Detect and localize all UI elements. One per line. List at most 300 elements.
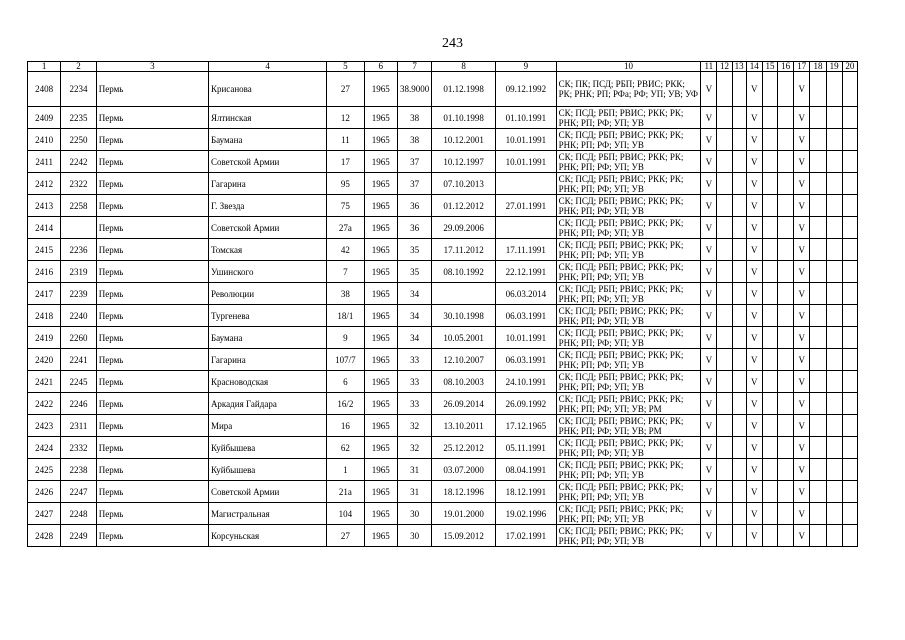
mark-col-18 [810,525,826,547]
column-header-14: 14 [746,62,762,72]
mark-col-13 [732,503,746,525]
year-cell: 1965 [364,305,397,327]
record-id: 2311 [61,415,96,437]
year-cell: 1965 [364,371,397,393]
date-1-cell: 25.12.2012 [432,437,496,459]
city-cell: Пермь [96,173,208,195]
mark-col-20 [842,327,857,349]
mark-col-14: V [746,107,762,129]
mark-col-12 [717,261,732,283]
table-row [28,195,858,217]
mark-col-13 [732,393,746,415]
date-2-cell: 10.01.1991 [496,327,557,349]
house-number-cell: 42 [327,239,364,261]
date-2-cell: 06.03.1991 [496,349,557,371]
mark-col-18 [810,129,826,151]
wear-cell: 38 [397,129,431,151]
mark-col-20 [842,283,857,305]
mark-col-14: V [746,393,762,415]
mark-col-19 [826,107,842,129]
mark-col-18 [810,107,826,129]
year-cell: 1965 [364,239,397,261]
date-1-cell: 12.10.2007 [432,349,496,371]
mark-col-17: V [794,151,810,173]
mark-col-19 [826,283,842,305]
mark-col-14: V [746,72,762,107]
table-row [28,173,858,195]
mark-col-17: V [794,503,810,525]
year-cell: 1965 [364,481,397,503]
year-cell: 1965 [364,437,397,459]
mark-col-12 [717,283,732,305]
mark-col-20 [842,503,857,525]
wear-cell: 32 [397,437,431,459]
table-row [28,305,858,327]
column-header-18: 18 [810,62,826,72]
mark-col-17: V [794,305,810,327]
mark-col-13 [732,151,746,173]
date-2-cell [496,217,557,239]
mark-col-17: V [794,525,810,547]
works-codes-cell: СК; ПСД; РБП; РВИС; РКК; РК; РНК; РП; РФ; УП; УВ [556,107,701,129]
mark-col-12 [717,459,732,481]
column-header-6: 6 [364,62,397,72]
mark-col-15 [762,151,777,173]
mark-col-13 [732,481,746,503]
mark-col-12 [717,481,732,503]
column-header-1: 1 [28,62,61,72]
mark-col-19 [826,151,842,173]
mark-col-19 [826,217,842,239]
mark-col-18 [810,283,826,305]
mark-col-20 [842,173,857,195]
row-number: 2417 [28,283,61,305]
mark-col-14: V [746,349,762,371]
record-id: 2234 [61,72,96,107]
mark-col-13 [732,305,746,327]
table-row [28,327,858,349]
column-header-11: 11 [701,62,717,72]
mark-col-16 [778,173,794,195]
wear-cell: 37 [397,151,431,173]
year-cell: 1965 [364,261,397,283]
date-1-cell: 10.05.2001 [432,327,496,349]
mark-col-20 [842,349,857,371]
row-number: 2412 [28,173,61,195]
column-header-3: 3 [96,62,208,72]
wear-cell: 30 [397,525,431,547]
row-number: 2423 [28,415,61,437]
mark-col-16 [778,481,794,503]
mark-col-17: V [794,393,810,415]
house-number-cell: 107/7 [327,349,364,371]
row-number: 2416 [28,261,61,283]
column-header-15: 15 [762,62,777,72]
page-number: 243 [442,36,463,51]
mark-col-11: V [701,217,717,239]
mark-col-16 [778,437,794,459]
year-cell: 1965 [364,173,397,195]
mark-col-19 [826,481,842,503]
city-cell: Пермь [96,261,208,283]
table-row [28,217,858,239]
mark-col-12 [717,525,732,547]
date-2-cell: 10.01.1991 [496,151,557,173]
mark-col-11: V [701,283,717,305]
city-cell: Пермь [96,415,208,437]
table-row [28,459,858,481]
year-cell: 1965 [364,525,397,547]
mark-col-18 [810,437,826,459]
mark-col-16 [778,107,794,129]
mark-col-18 [810,173,826,195]
mark-col-20 [842,129,857,151]
mark-col-19 [826,239,842,261]
mark-col-19 [826,129,842,151]
mark-col-19 [826,393,842,415]
mark-col-14: V [746,525,762,547]
street-cell: Куйбышева [208,437,326,459]
date-1-cell: 08.10.1992 [432,261,496,283]
table-row [28,503,858,525]
mark-col-18 [810,371,826,393]
wear-cell: 32 [397,415,431,437]
record-id: 2248 [61,503,96,525]
year-cell: 1965 [364,459,397,481]
mark-col-15 [762,283,777,305]
mark-col-14: V [746,217,762,239]
mark-col-14: V [746,239,762,261]
mark-col-20 [842,371,857,393]
mark-col-11: V [701,305,717,327]
works-codes-cell: СК; ПСД; РБП; РВИС; РКК; РК; РНК; РП; РФ; УП; УВ [556,283,701,305]
mark-col-12 [717,151,732,173]
works-codes-cell: СК; ПСД; РБП; РВИС; РКК; РК; РНК; РП; РФ; УП; УВ [556,129,701,151]
column-header-8: 8 [432,62,496,72]
mark-col-17: V [794,415,810,437]
mark-col-11: V [701,525,717,547]
date-2-cell: 10.01.1991 [496,129,557,151]
mark-col-18 [810,72,826,107]
table-row [28,151,858,173]
date-1-cell [432,283,496,305]
mark-col-20 [842,305,857,327]
column-header-12: 12 [717,62,732,72]
mark-col-17: V [794,283,810,305]
row-number: 2418 [28,305,61,327]
row-number: 2414 [28,217,61,239]
city-cell: Пермь [96,481,208,503]
row-number: 2419 [28,327,61,349]
mark-col-20 [842,393,857,415]
wear-cell: 38.9000 [397,72,431,107]
mark-col-19 [826,305,842,327]
mark-col-16 [778,261,794,283]
mark-col-15 [762,371,777,393]
house-number-cell: 62 [327,437,364,459]
mark-col-20 [842,239,857,261]
mark-col-17: V [794,72,810,107]
mark-col-19 [826,415,842,437]
record-id: 2236 [61,239,96,261]
column-header-2: 2 [61,62,96,72]
mark-col-20 [842,151,857,173]
street-cell: Ушинского [208,261,326,283]
mark-col-16 [778,503,794,525]
record-id: 2238 [61,459,96,481]
row-number: 2413 [28,195,61,217]
street-cell: Гагарина [208,349,326,371]
mark-col-15 [762,459,777,481]
mark-col-11: V [701,151,717,173]
mark-col-20 [842,72,857,107]
row-number: 2427 [28,503,61,525]
mark-col-15 [762,393,777,415]
works-codes-cell: СК; ПСД; РБП; РВИС; РКК; РК; РНК; РП; РФ; УП; УВ [556,459,701,481]
mark-col-15 [762,261,777,283]
date-1-cell: 03.07.2000 [432,459,496,481]
mark-col-12 [717,371,732,393]
date-1-cell: 10.12.1997 [432,151,496,173]
mark-col-20 [842,481,857,503]
date-2-cell: 17.02.1991 [496,525,557,547]
mark-col-15 [762,129,777,151]
works-codes-cell: СК; ПСД; РБП; РВИС; РКК; РК; РНК; РП; РФ; УП; УВ; РМ [556,393,701,415]
date-2-cell: 01.10.1991 [496,107,557,129]
mark-col-15 [762,415,777,437]
column-header-10: 10 [556,62,701,72]
column-header-4: 4 [208,62,326,72]
mark-col-14: V [746,327,762,349]
street-cell: Томская [208,239,326,261]
works-codes-cell: СК; ПСД; РБП; РВИС; РКК; РК; РНК; РП; РФ; УП; УВ [556,525,701,547]
mark-col-13 [732,173,746,195]
record-id: 2241 [61,349,96,371]
mark-col-12 [717,217,732,239]
mark-col-13 [732,327,746,349]
year-cell: 1965 [364,217,397,239]
date-1-cell: 07.10.2013 [432,173,496,195]
date-1-cell: 15.09.2012 [432,525,496,547]
mark-col-16 [778,393,794,415]
date-1-cell: 13.10.2011 [432,415,496,437]
mark-col-19 [826,437,842,459]
column-header-17: 17 [794,62,810,72]
street-cell: Советской Армии [208,151,326,173]
house-number-cell: 27 [327,525,364,547]
mark-col-11: V [701,239,717,261]
house-number-cell: 16/2 [327,393,364,415]
year-cell: 1965 [364,72,397,107]
table-row [28,129,858,151]
mark-col-14: V [746,195,762,217]
row-number: 2410 [28,129,61,151]
mark-col-17: V [794,217,810,239]
mark-col-20 [842,195,857,217]
mark-col-19 [826,349,842,371]
mark-col-11: V [701,371,717,393]
mark-col-17: V [794,437,810,459]
row-number: 2411 [28,151,61,173]
date-1-cell: 10.12.2001 [432,129,496,151]
mark-col-11: V [701,173,717,195]
mark-col-18 [810,195,826,217]
mark-col-17: V [794,239,810,261]
wear-cell: 33 [397,393,431,415]
city-cell: Пермь [96,239,208,261]
mark-col-13 [732,261,746,283]
mark-col-20 [842,459,857,481]
mark-col-18 [810,415,826,437]
date-2-cell: 06.03.1991 [496,305,557,327]
mark-col-16 [778,349,794,371]
mark-col-16 [778,239,794,261]
row-number: 2415 [28,239,61,261]
works-codes-cell: СК; ПСД; РБП; РВИС; РКК; РК; РНК; РП; РФ; УП; УВ [556,437,701,459]
mark-col-16 [778,371,794,393]
mark-col-13 [732,129,746,151]
mark-col-18 [810,327,826,349]
street-cell: Баумана [208,129,326,151]
year-cell: 1965 [364,393,397,415]
column-header-13: 13 [732,62,746,72]
row-number: 2420 [28,349,61,371]
mark-col-13 [732,349,746,371]
house-number-cell: 75 [327,195,364,217]
date-1-cell: 30.10.1998 [432,305,496,327]
works-codes-cell: СК; ПСД; РБП; РВИС; РКК; РК; РНК; РП; РФ; УП; УВ [556,371,701,393]
date-2-cell: 08.04.1991 [496,459,557,481]
row-number: 2426 [28,481,61,503]
house-number-cell: 27 [327,72,364,107]
mark-col-12 [717,393,732,415]
wear-cell: 36 [397,217,431,239]
house-number-cell: 27а [327,217,364,239]
column-header-16: 16 [778,62,794,72]
table-row [28,239,858,261]
mark-col-15 [762,327,777,349]
record-id: 2260 [61,327,96,349]
date-1-cell: 01.10.1998 [432,107,496,129]
works-codes-cell: СК; ПСД; РБП; РВИС; РКК; РК; РНК; РП; РФ; УП; УВ [556,195,701,217]
mark-col-15 [762,437,777,459]
street-cell: Корсуньская [208,525,326,547]
mark-col-17: V [794,459,810,481]
street-cell: Гагарина [208,173,326,195]
mark-col-12 [717,195,732,217]
year-cell: 1965 [364,129,397,151]
mark-col-19 [826,503,842,525]
street-cell: Магистральная [208,503,326,525]
city-cell: Пермь [96,151,208,173]
housing-register-table [27,61,858,547]
date-1-cell: 29.09.2006 [432,217,496,239]
mark-col-14: V [746,283,762,305]
works-codes-cell: СК; ПСД; РБП; РВИС; РКК; РК; РНК; РП; РФ; УП; УВ [556,503,701,525]
wear-cell: 31 [397,459,431,481]
city-cell: Пермь [96,525,208,547]
mark-col-15 [762,305,777,327]
street-cell: Красноводская [208,371,326,393]
mark-col-14: V [746,437,762,459]
works-codes-cell: СК; ПСД; РБП; РВИС; РКК; РК; РНК; РП; РФ; УП; УВ [556,239,701,261]
mark-col-18 [810,393,826,415]
mark-col-12 [717,349,732,371]
mark-col-14: V [746,173,762,195]
mark-col-11: V [701,195,717,217]
table-body [28,72,858,547]
date-1-cell: 08.10.2003 [432,371,496,393]
wear-cell: 33 [397,349,431,371]
mark-col-12 [717,72,732,107]
mark-col-17: V [794,173,810,195]
mark-col-18 [810,305,826,327]
date-2-cell: 05.11.1991 [496,437,557,459]
mark-col-18 [810,459,826,481]
date-2-cell: 17.12.1965 [496,415,557,437]
date-2-cell: 27.01.1991 [496,195,557,217]
year-cell: 1965 [364,283,397,305]
mark-col-17: V [794,195,810,217]
mark-col-11: V [701,349,717,371]
wear-cell: 34 [397,283,431,305]
record-id: 2319 [61,261,96,283]
column-header-19: 19 [826,62,842,72]
row-number: 2408 [28,72,61,107]
mark-col-17: V [794,129,810,151]
mark-col-16 [778,72,794,107]
record-id: 2249 [61,525,96,547]
mark-col-15 [762,525,777,547]
date-2-cell: 22.12.1991 [496,261,557,283]
mark-col-16 [778,283,794,305]
date-2-cell: 24.10.1991 [496,371,557,393]
mark-col-17: V [794,349,810,371]
mark-col-12 [717,415,732,437]
record-id: 2258 [61,195,96,217]
mark-col-15 [762,173,777,195]
column-header-9: 9 [496,62,557,72]
table-header [28,62,858,72]
mark-col-14: V [746,129,762,151]
city-cell: Пермь [96,459,208,481]
record-id: 2246 [61,393,96,415]
house-number-cell: 9 [327,327,364,349]
works-codes-cell: СК; ПСД; РБП; РВИС; РКК; РК; РНК; РП; РФ; УП; УВ [556,481,701,503]
mark-col-11: V [701,481,717,503]
house-number-cell: 104 [327,503,364,525]
date-1-cell: 19.01.2000 [432,503,496,525]
mark-col-13 [732,415,746,437]
wear-cell: 30 [397,503,431,525]
mark-col-14: V [746,371,762,393]
table-row [28,371,858,393]
street-cell: Ялтинская [208,107,326,129]
street-cell: Аркадия Гайдара [208,393,326,415]
works-codes-cell: СК; ПСД; РБП; РВИС; РКК; РК; РНК; РП; РФ; УП; УВ [556,327,701,349]
works-codes-cell: СК; ПК; ПСД; РБП; РВИС; РКК; РК; РНК; РП; РФа; РФ; УП; УВ; УФ [556,72,701,107]
mark-col-20 [842,437,857,459]
wear-cell: 34 [397,305,431,327]
mark-col-20 [842,261,857,283]
mark-col-17: V [794,481,810,503]
header-row [28,62,858,72]
mark-col-13 [732,437,746,459]
record-id: 2250 [61,129,96,151]
mark-col-16 [778,415,794,437]
city-cell: Пермь [96,129,208,151]
record-id: 2245 [61,371,96,393]
